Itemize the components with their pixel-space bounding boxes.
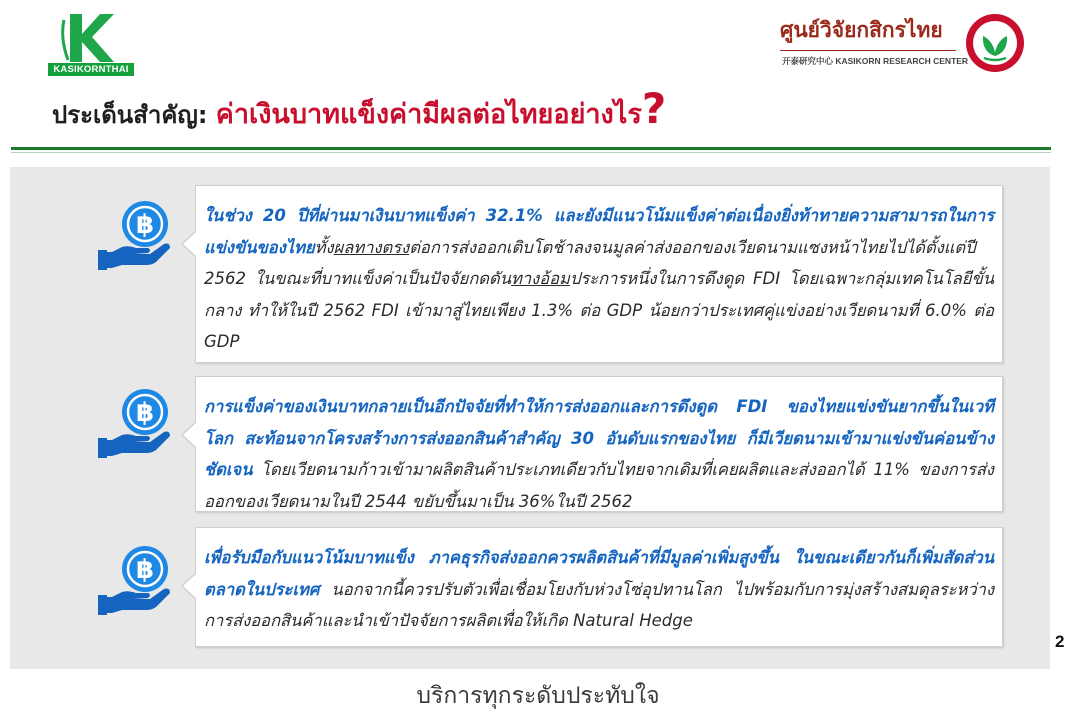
key-point-2-highlight: การแข็งค่าของเงินบาทกลายเป็นอีกปัจจัยที่ทำให้การส่งออกและการดึงดูด FDI ของไทยแข่งขันยากขึ้นในเวทีโลก สะท้อนจากโครงสร้างการส่งออกสินค้าสำคัญ 30 อันดับแรกของไทย ก็มีเวียดนามเข้ามาแข่งขันค่อนข้างชัดเจน <box>204 397 994 479</box>
baht-symbol: ฿ <box>135 210 155 240</box>
title-main: ค่าเงินบาทแข็งค่ามีผลต่อไทยอย่างไร <box>215 99 642 130</box>
key-point-2 <box>195 376 1003 512</box>
page-number: 2 <box>1055 632 1065 651</box>
baht-coin-hand-icon <box>96 200 176 276</box>
kasikornthai-logo <box>48 12 134 78</box>
baht-symbol: ฿ <box>135 555 155 585</box>
kbank-seal-icon <box>964 12 1026 74</box>
page-title <box>52 84 667 135</box>
key-point-1-text-c: ประการหนึ่งในการดึงดูด FDI โดยเฉพาะกลุ่มเทคโนโลยีขั้นกลาง ทำให้ในปี 2562 FDI เข้ามาสู่ไทยเพียง 1.3% ต่อ GDP น้อยกว่าประเทศคู่แข่งอย่างเวียดนามที่ 6.0% ต่อ GDP <box>204 269 994 351</box>
direct-effect-term: ผลทางตรง <box>333 237 410 257</box>
logo-divider <box>780 50 956 51</box>
key-point-1-text-a: ทั้ง <box>314 237 334 257</box>
key-point-1 <box>195 185 1003 363</box>
key-point-2-text: โดยเวียดนามก้าวเข้ามาผลิตสินค้าประเภทเดียวกับไทยจากเดิมที่เคยผลิตและส่งออกได้ 11% ของการส่งออกของเวียดนามในปี 2544 ขยับขึ้นมาเป็น 36%ในปี 2562 <box>204 460 994 511</box>
title-question-mark: ? <box>641 84 667 133</box>
key-point-1-highlight: ในช่วง 20 ปีที่ผ่านมาเงินบาทแข็งค่า 32.1% และยังมีแนวโน้มแข็งค่าต่อเนื่องยิ่งท้าทายความสามารถในการแข่งขันของไทย <box>204 206 994 257</box>
title-underline <box>11 147 1051 150</box>
indirect-effect-term: ทางอ้อม <box>511 269 570 288</box>
research-center-thai-name: ศูนย์วิจัยกสิกรไทย <box>780 18 943 42</box>
baht-symbol: ฿ <box>135 398 155 428</box>
title-prefix: ประเด็นสำคัญ: <box>52 101 216 129</box>
kasikorn-research-logo <box>780 12 1030 76</box>
key-point-3-text: นอกจากนี้ควรปรับตัวเพื่อเชื่อมโยงกับห่วงโซ่อุปทานโลก ไปพร้อมกับการมุ่งสร้างสมดุลระหว่างการส่งออกสินค้าและนำเข้าปัจจัยการผลิตเพื่อให้เกิด Natural Hedge <box>204 579 994 630</box>
key-point-1-text-b: ต่อการส่งออกเติบโตช้าลงจนมูลค่าส่งออกของเวียดนามแซงหน้าไทยไปได้ตั้งแต่ปี 2562 ในขณะที่บาทแข็งค่าเป็นปัจจัยกดดัน <box>204 237 976 288</box>
kasikornthai-wordmark: KASIKORNTHAI <box>48 63 134 76</box>
baht-coin-hand-icon <box>96 545 176 621</box>
key-point-3 <box>195 527 1003 647</box>
research-center-english-name: 开泰研究中心 KASIKORN RESEARCH CENTER <box>782 56 969 66</box>
k-letter-icon <box>56 12 116 64</box>
footer-slogan: บริการทุกระดับประทับใจ <box>416 683 660 709</box>
key-point-3-highlight: เพื่อรับมือกับแนวโน้มบาทแข็ง ภาคธุรกิจส่งออกควรผลิตสินค้าที่มีมูลค่าเพิ่มสูงขึ้น ในขณะเดียวกันก็เพิ่มสัดส่วนตลาดในประเทศ <box>204 548 994 599</box>
baht-coin-hand-icon <box>96 388 176 464</box>
title-underline-shadow <box>11 152 1051 153</box>
